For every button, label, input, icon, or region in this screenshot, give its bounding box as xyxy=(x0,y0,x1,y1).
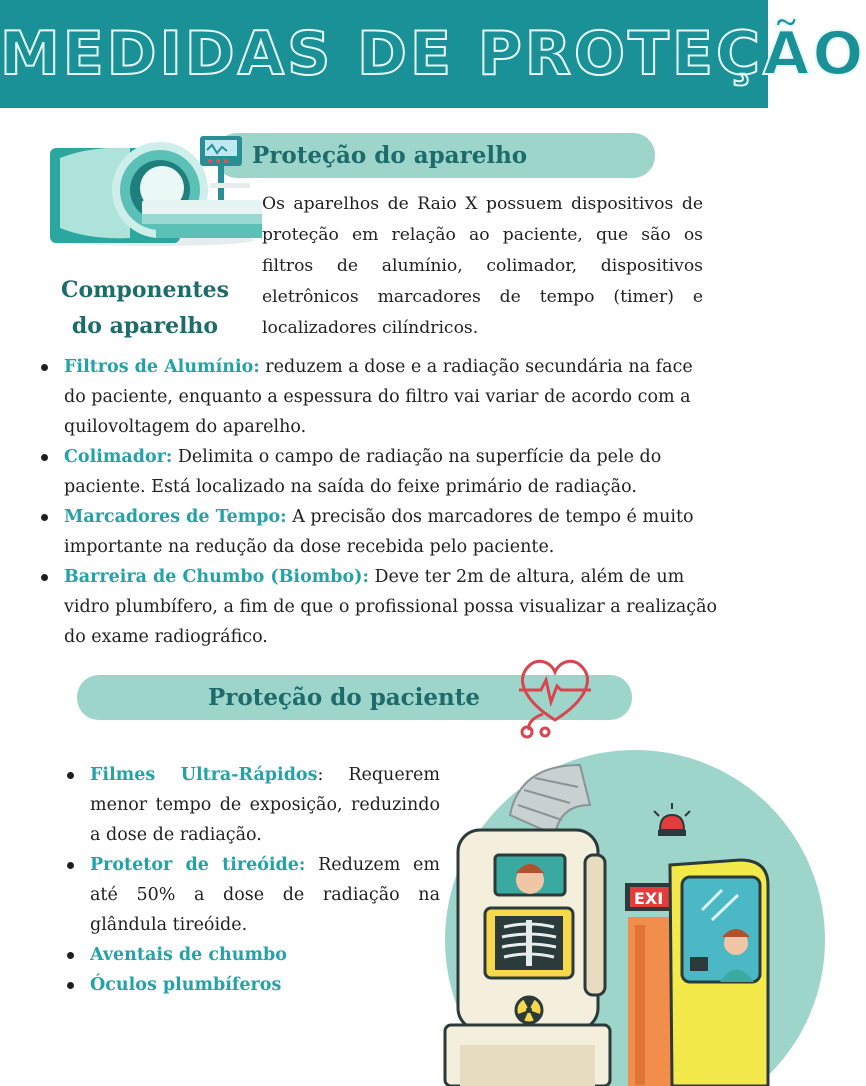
equipment-components-list xyxy=(38,352,718,652)
list-item-term: Óculos plumbíferos xyxy=(90,975,282,995)
list-item-term: Filmes Ultra-Rápidos xyxy=(90,765,318,785)
list-item-text: Delimita o campo de radiação na superfície da pele do paciente. Está localizado na saída do feixe primário de radiação. xyxy=(64,447,662,497)
page-title: MEDIDAS DE PROTEÇÃO xyxy=(0,19,866,89)
list-item-text: reduzem a dose e a radiação secundária na face do paciente, enquanto a espessura do filtro vai variar de acordo com a quilovoltagem do aparelho. xyxy=(64,357,693,437)
list-item-text: A precisão dos marcadores de tempo é muito importante na redução da dose recebida pelo paciente. xyxy=(64,507,694,557)
list-item xyxy=(38,562,718,652)
list-item-term: Marcadores de Tempo: xyxy=(64,507,287,527)
list-item xyxy=(38,442,718,502)
section-heading-patient: Proteção do paciente xyxy=(208,684,481,711)
list-item-text: Requerem menor tempo de exposição, reduzindo a dose de radiação. xyxy=(90,765,440,845)
list-item xyxy=(64,850,440,940)
intro-paragraph: Os aparelhos de Raio X possuem dispositivos de proteção em relação ao paciente, que são os filtros de alumínio, colimador, dispositivos eletrônicos marcadores de tempo (timer) e localizadores cilíndricos. xyxy=(262,194,703,338)
list-item xyxy=(64,970,440,1000)
header-banner xyxy=(0,0,866,108)
list-item xyxy=(38,502,718,562)
list-item xyxy=(64,760,440,850)
list-item xyxy=(38,352,718,442)
list-item-term: Filtros de Alumínio: xyxy=(64,357,260,377)
list-item-term: Protetor de tireóide: xyxy=(90,855,306,875)
patient-protection-list xyxy=(64,760,440,1000)
list-item xyxy=(64,940,440,970)
ct-scanner-icon xyxy=(50,128,265,250)
list-item-term: Aventais de chumbo xyxy=(90,945,287,965)
xray-machine-icon xyxy=(440,745,768,1086)
list-item-term: Barreira de Chumbo (Biombo): xyxy=(64,567,369,587)
section-heading-equipment: Proteção do aparelho xyxy=(252,142,528,169)
components-title: Componentes do aparelho xyxy=(60,277,230,339)
list-item-colon: : xyxy=(317,765,324,785)
list-item-text: Reduzem em até 50% a dose de radiação na glândula tireóide. xyxy=(90,855,440,935)
list-item-text: Deve ter 2m de altura, além de um vidro plumbífero, a fim de que o profissional possa visualizar a realização do exame radiográfico. xyxy=(64,567,718,647)
list-item-term: Colimador: xyxy=(64,447,173,467)
heartbeat-stethoscope-icon xyxy=(513,650,597,740)
exit-sign-text: EXI xyxy=(634,889,664,908)
